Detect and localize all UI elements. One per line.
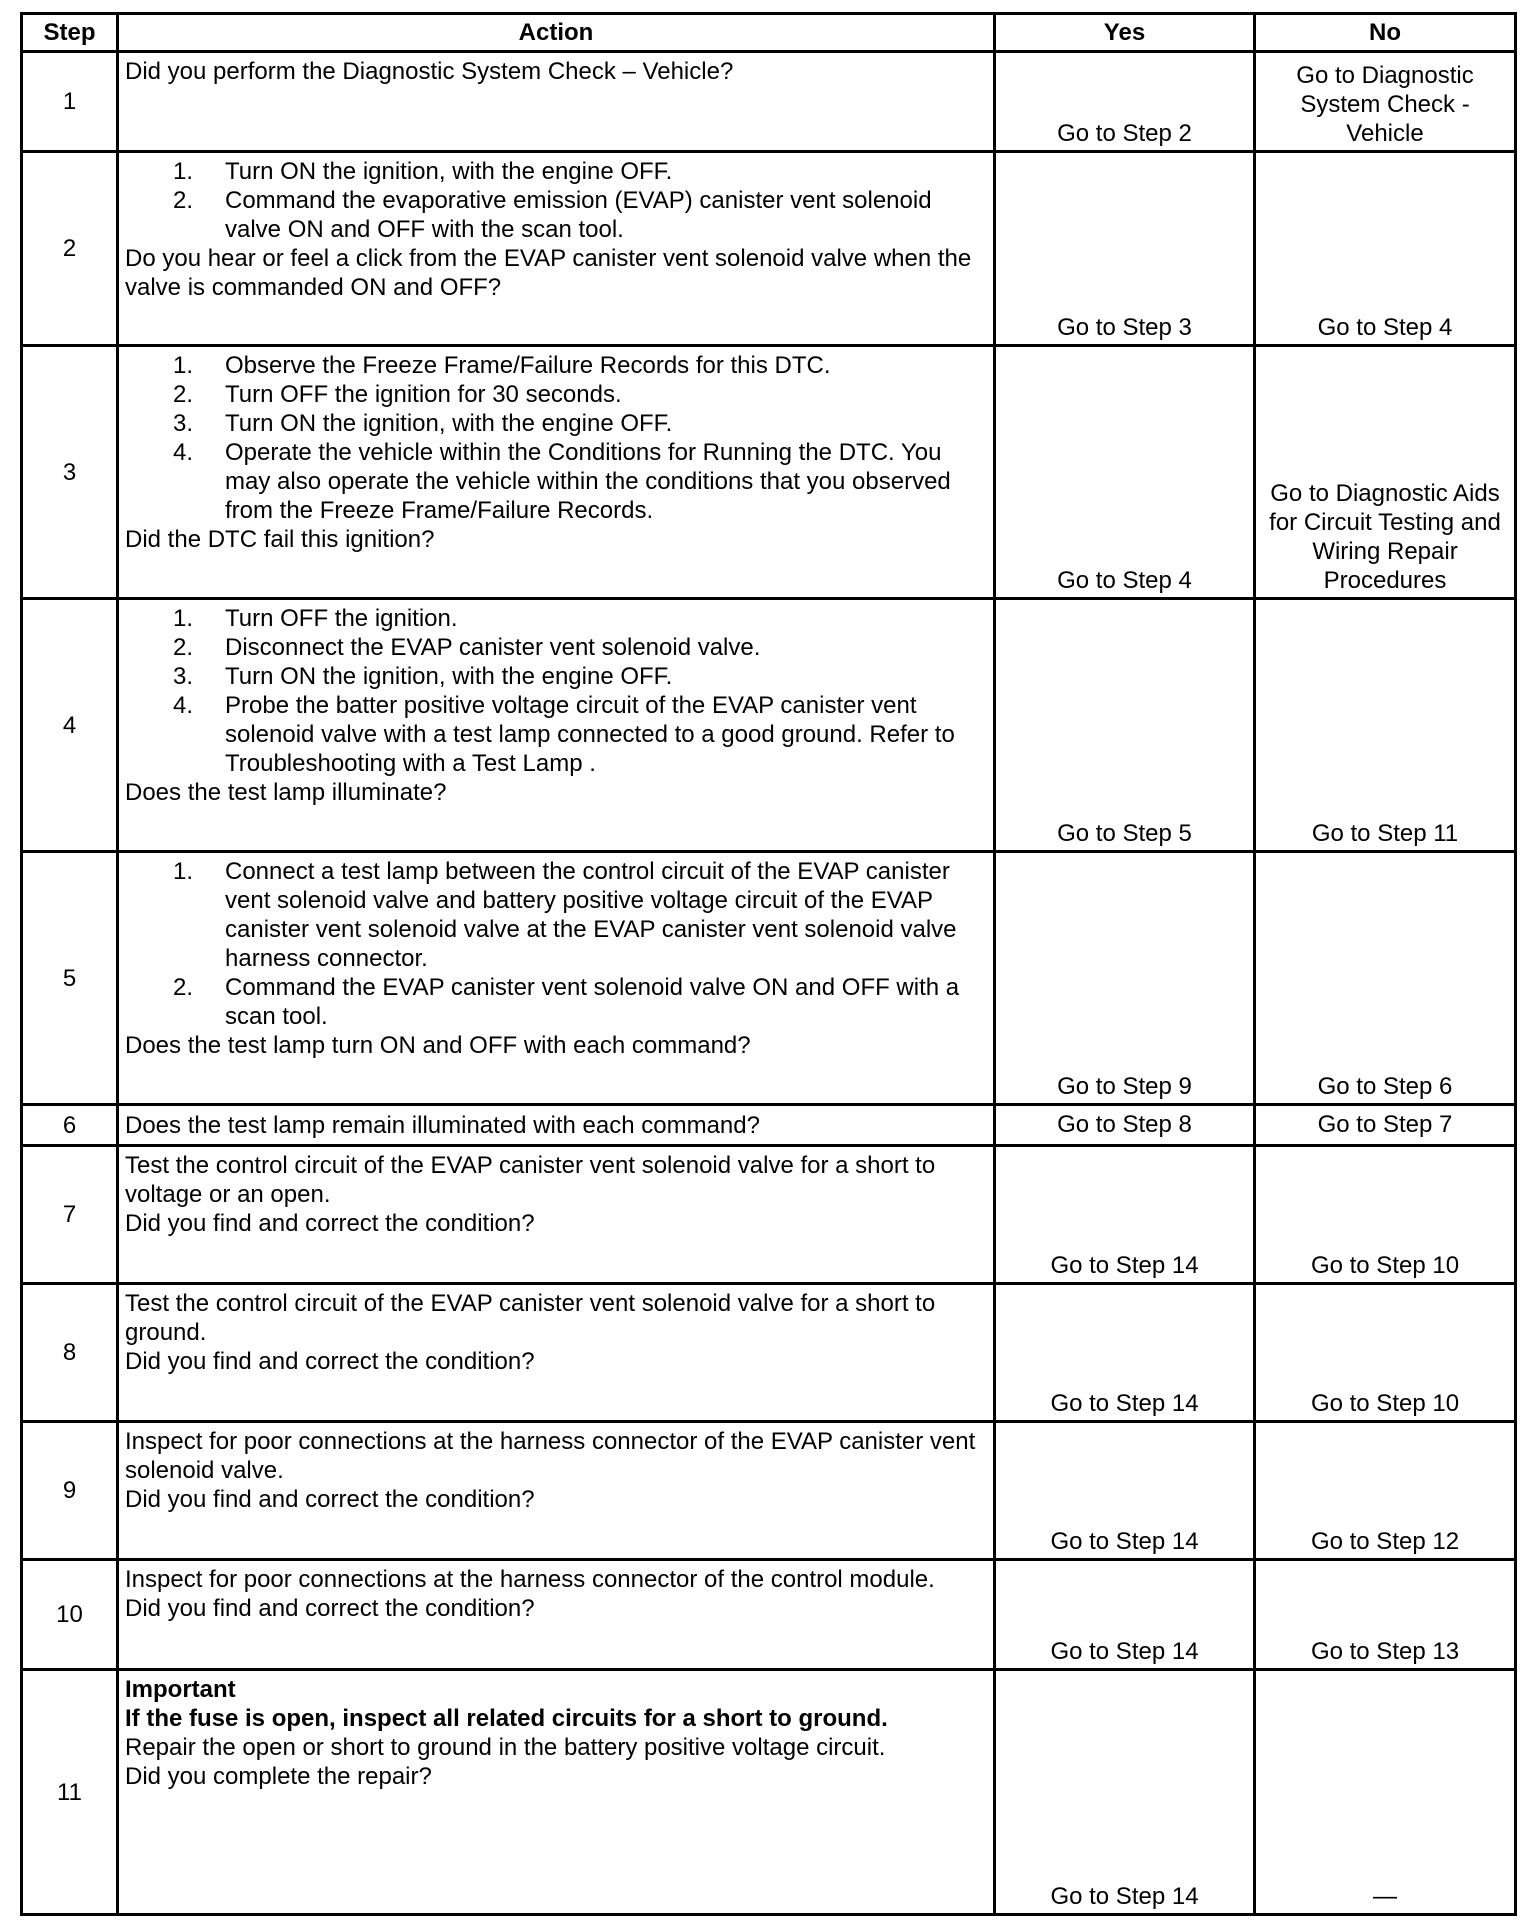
question-text: Do you hear or feel a click from the EVAP canister vent solenoid valve when the valve is commanded ON and OFF?	[125, 245, 972, 301]
procedure-list	[125, 857, 989, 1031]
no-cell	[1255, 599, 1516, 852]
no-cell	[1255, 152, 1516, 346]
no-link[interactable]: Go to Step 7	[1317, 1110, 1453, 1138]
yes-link[interactable]: Go to Step 5	[1057, 820, 1192, 847]
header-no: No	[1255, 14, 1516, 52]
yes-link[interactable]: Go to Step 14	[1050, 1252, 1199, 1279]
action-cell	[118, 152, 995, 346]
list-item: 3. Turn ON the ignition, with the engine OFF.	[173, 410, 673, 437]
list-item: 4. Probe the batter positive voltage circuit of the EVAP canister vent solenoid valve with a test lamp connected to a good ground. Refer to Troubleshooting with a Test Lamp .	[173, 692, 955, 777]
action-cell	[118, 1560, 995, 1670]
yes-cell	[995, 1422, 1255, 1560]
no-cell	[1255, 1560, 1516, 1670]
question-text: Does the test lamp illuminate?	[125, 779, 447, 806]
yes-cell	[995, 1560, 1255, 1670]
no-cell	[1255, 1105, 1516, 1146]
step-number: 1	[22, 52, 118, 152]
no-link[interactable]: Go to Step 10	[1310, 1390, 1460, 1417]
yes-link[interactable]: Go to Step 2	[1057, 120, 1192, 147]
list-item: 1. Observe the Freeze Frame/Failure Records for this DTC.	[173, 352, 831, 379]
no-cell	[1255, 1422, 1516, 1560]
yes-link[interactable]: Go to Step 14	[1050, 1390, 1199, 1417]
important-text: If the fuse is open, inspect all related circuits for a short to ground.	[125, 1705, 888, 1732]
table-row	[22, 346, 1516, 599]
yes-link[interactable]: Go to Step 14	[1050, 1638, 1199, 1665]
no-link[interactable]: Go to Step 13	[1310, 1638, 1460, 1665]
no-cell	[1255, 346, 1516, 599]
question-text: Does the test lamp turn ON and OFF with each command?	[125, 1032, 751, 1059]
yes-cell	[995, 1105, 1255, 1146]
no-link[interactable]: Go to Step 6	[1317, 1073, 1453, 1100]
no-link[interactable]: Go to Step 4	[1317, 314, 1453, 341]
action-cell	[118, 1422, 995, 1560]
step-number: 9	[22, 1422, 118, 1560]
yes-cell	[995, 52, 1255, 152]
list-item: 3. Turn ON the ignition, with the engine OFF.	[173, 663, 673, 690]
header-action: Action	[118, 14, 995, 52]
header-row	[22, 14, 1516, 52]
step-number: 2	[22, 152, 118, 346]
no-link[interactable]: Go to Step 11	[1311, 820, 1459, 847]
question-text: Did you find and correct the condition?	[125, 1210, 535, 1237]
step-number: 4	[22, 599, 118, 852]
list-item: 2. Command the EVAP canister vent solenoid valve ON and OFF with a scan tool.	[173, 974, 960, 1030]
action-cell	[118, 1105, 995, 1146]
header-yes: Yes	[995, 14, 1255, 52]
action-cell	[118, 599, 995, 852]
step-number: 8	[22, 1284, 118, 1422]
question-text: Did you complete the repair?	[125, 1763, 432, 1790]
action-text: Inspect for poor connections at the harness connector of the EVAP canister vent solenoid valve.	[125, 1428, 976, 1484]
header-step: Step	[22, 14, 118, 52]
procedure-list	[125, 351, 989, 525]
no-cell	[1255, 52, 1516, 152]
yes-link[interactable]: Go to Step 3	[1057, 314, 1192, 341]
action-cell	[118, 346, 995, 599]
yes-cell	[995, 599, 1255, 852]
no-link: —	[1373, 1883, 1397, 1910]
no-cell	[1255, 1670, 1516, 1915]
action-cell	[118, 852, 995, 1105]
step-number: 6	[22, 1105, 118, 1146]
action-cell	[118, 52, 995, 152]
no-cell	[1255, 1146, 1516, 1284]
action-cell	[118, 1146, 995, 1284]
no-link[interactable]: Go to Diagnostic System Check - Vehicle	[1296, 62, 1474, 147]
question-text: Did you find and correct the condition?	[125, 1348, 535, 1375]
table-row	[22, 1284, 1516, 1422]
step-number: 7	[22, 1146, 118, 1284]
no-link[interactable]: Go to Step 10	[1310, 1252, 1460, 1279]
table-row	[22, 599, 1516, 852]
list-item: 1. Turn OFF the ignition.	[173, 605, 458, 632]
action-text: Test the control circuit of the EVAP canister vent solenoid valve for a short to ground.	[125, 1290, 936, 1346]
table-row	[22, 852, 1516, 1105]
question-text: Did the DTC fail this ignition?	[125, 526, 435, 553]
yes-link[interactable]: Go to Step 14	[1050, 1883, 1199, 1910]
action-cell	[118, 1670, 995, 1915]
yes-cell	[995, 346, 1255, 599]
yes-link[interactable]: Go to Step 9	[1057, 1073, 1192, 1100]
no-cell	[1255, 852, 1516, 1105]
step-number: 10	[22, 1560, 118, 1670]
list-item: 2. Turn OFF the ignition for 30 seconds.	[173, 381, 622, 408]
list-item: 2. Disconnect the EVAP canister vent solenoid valve.	[173, 634, 761, 661]
table-row	[22, 1146, 1516, 1284]
table-row	[22, 52, 1516, 152]
action-text: Test the control circuit of the EVAP canister vent solenoid valve for a short to voltage or an open.	[125, 1152, 936, 1208]
diagnostic-table	[20, 12, 1517, 1916]
procedure-list	[125, 157, 989, 244]
list-item: 1. Connect a test lamp between the control circuit of the EVAP canister vent solenoid valve and battery positive voltage circuit of the EVAP canister vent solenoid valve at the EVAP canister vent solenoid valve harness connector.	[173, 858, 957, 972]
yes-cell	[995, 152, 1255, 346]
table-row	[22, 1670, 1516, 1915]
table-row	[22, 1105, 1516, 1146]
list-item: 4. Operate the vehicle within the Conditions for Running the DTC. You may also operate the vehicle within the conditions that you observed from the Freeze Frame/Failure Records.	[173, 439, 951, 524]
table-row	[22, 1422, 1516, 1560]
table-row	[22, 1560, 1516, 1670]
yes-cell	[995, 852, 1255, 1105]
no-link[interactable]: Go to Step 12	[1310, 1528, 1460, 1555]
yes-cell	[995, 1670, 1255, 1915]
yes-link[interactable]: Go to Step 14	[1050, 1528, 1199, 1555]
yes-link[interactable]: Go to Step 8	[1057, 1110, 1192, 1138]
list-item: 2. Command the evaporative emission (EVAP) canister vent solenoid valve ON and OFF with the scan tool.	[173, 187, 932, 243]
question-text: Does the test lamp remain illuminated with each command?	[125, 1111, 760, 1139]
no-cell	[1255, 1284, 1516, 1422]
no-link[interactable]: Go to Diagnostic Aids for Circuit Testing and Wiring Repair Procedures	[1269, 480, 1501, 594]
yes-cell	[995, 1146, 1255, 1284]
question-text: Did you find and correct the condition?	[125, 1486, 535, 1513]
action-cell	[118, 1284, 995, 1422]
question-text: Did you find and correct the condition?	[125, 1595, 535, 1622]
yes-cell	[995, 1284, 1255, 1422]
action-text: Did you perform the Diagnostic System Check – Vehicle?	[125, 58, 734, 85]
important-label: Important	[125, 1676, 236, 1703]
table-row	[22, 152, 1516, 346]
action-text: Inspect for poor connections at the harness connector of the control module.	[125, 1566, 935, 1593]
procedure-list	[125, 604, 989, 778]
list-item: 1. Turn ON the ignition, with the engine OFF.	[173, 158, 673, 185]
step-number: 11	[22, 1670, 118, 1915]
step-number: 5	[22, 852, 118, 1105]
repair-text: Repair the open or short to ground in the battery positive voltage circuit.	[125, 1734, 886, 1761]
yes-link[interactable]: Go to Step 4	[1057, 567, 1192, 594]
step-number: 3	[22, 346, 118, 599]
